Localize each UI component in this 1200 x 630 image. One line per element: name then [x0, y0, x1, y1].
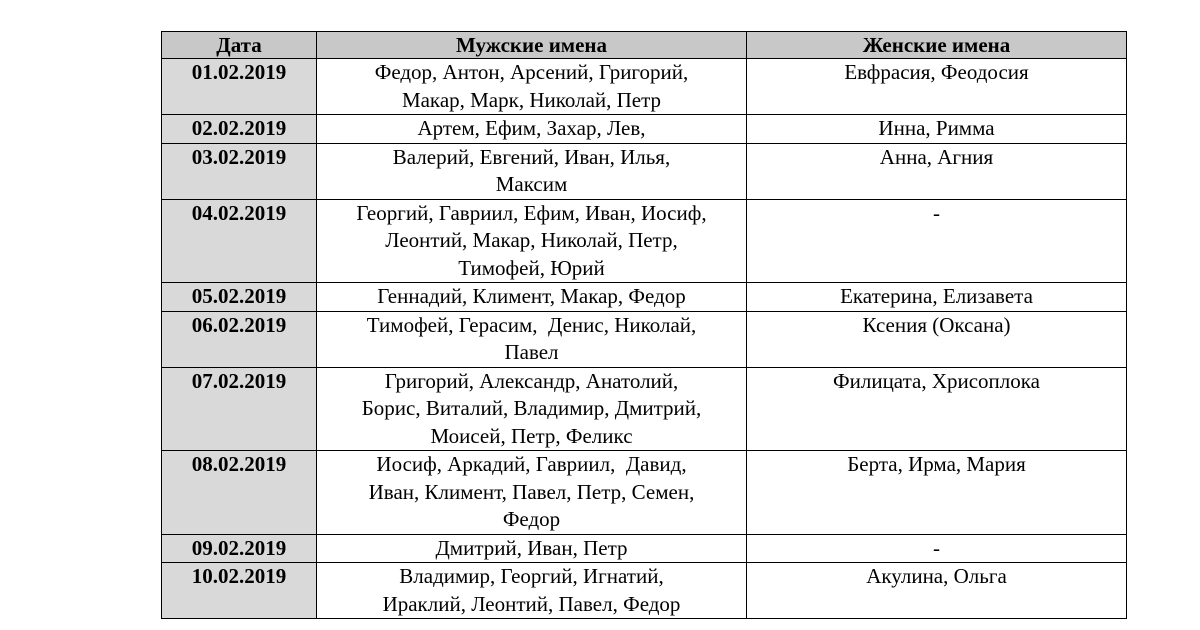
male-names-line: Леонтий, Макар, Николай, Петр, [385, 228, 678, 252]
male-names-line: Геннадий, Климент, Макар, Федор [377, 284, 686, 308]
male-names-cell [317, 451, 747, 535]
date-cell: 06.02.2019 [162, 311, 317, 367]
date-cell: 04.02.2019 [162, 199, 317, 283]
male-names-line: Артем, Ефим, Захар, Лев, [417, 116, 646, 140]
male-names-cell [317, 563, 747, 619]
female-names-cell: Евфрасия, Феодосия [747, 59, 1127, 115]
table-row [162, 115, 1127, 144]
female-names-cell: Анна, Агния [747, 143, 1127, 199]
date-cell: 05.02.2019 [162, 283, 317, 312]
female-names-cell: Инна, Римма [747, 115, 1127, 144]
date-cell: 03.02.2019 [162, 143, 317, 199]
female-names-cell: Филицата, Хрисоплока [747, 367, 1127, 451]
female-names-cell: Екатерина, Елизавета [747, 283, 1127, 312]
female-names-cell: - [747, 199, 1127, 283]
male-names-cell [317, 283, 747, 312]
male-names-cell [317, 199, 747, 283]
date-cell: 01.02.2019 [162, 59, 317, 115]
male-names-line: Владимир, Георгий, Игнатий, [399, 564, 664, 588]
male-names-line: Павел [504, 340, 559, 364]
date-cell: 08.02.2019 [162, 451, 317, 535]
table-row [162, 563, 1127, 619]
date-cell: 10.02.2019 [162, 563, 317, 619]
table-row [162, 451, 1127, 535]
male-names-line: Федор, Антон, Арсений, Григорий, [374, 60, 689, 84]
male-names-line: Тимофей, Герасим, Денис, Николай, [366, 312, 697, 337]
male-names-cell [317, 311, 747, 367]
male-names-line: Ираклий, Леонтий, Павел, Федор [382, 591, 681, 616]
table-row [162, 283, 1127, 312]
table-header-row [162, 32, 1127, 59]
male-names-line: Максим [495, 172, 568, 196]
male-names-line: Валерий, Евгений, Иван, Илья, [392, 144, 671, 169]
female-names-cell: Ксения (Оксана) [747, 311, 1127, 367]
date-cell: 07.02.2019 [162, 367, 317, 451]
male-names-cell [317, 367, 747, 451]
male-names-line: Тимофей, Юрий [458, 255, 605, 280]
male-names-line: Дмитрий, Иван, Петр [435, 535, 628, 560]
header-male-names: Мужские имена [317, 32, 747, 59]
table-row [162, 59, 1127, 115]
female-names-cell: Акулина, Ольга [747, 563, 1127, 619]
date-cell: 02.02.2019 [162, 115, 317, 144]
table-row [162, 199, 1127, 283]
table-row [162, 143, 1127, 199]
date-cell: 09.02.2019 [162, 534, 317, 563]
male-names-cell [317, 59, 747, 115]
male-names-line: Борис, Виталий, Владимир, Дмитрий, [361, 396, 702, 420]
male-names-line: Иван, Климент, Павел, Петр, Семен, [368, 479, 695, 504]
male-names-line: Григорий, Александр, Анатолий, [384, 368, 679, 393]
female-names-cell: - [747, 534, 1127, 563]
table-row [162, 534, 1127, 563]
table-row [162, 311, 1127, 367]
female-names-cell: Берта, Ирма, Мария [747, 451, 1127, 535]
header-female-names: Женские имена [747, 32, 1127, 59]
table-row [162, 367, 1127, 451]
male-names-cell [317, 115, 747, 144]
male-names-cell [317, 143, 747, 199]
male-names-line: Иосиф, Аркадий, Гавриил, Давид, [376, 452, 687, 476]
male-names-line: Моисей, Петр, Феликс [430, 423, 633, 448]
male-names-line: Георгий, Гавриил, Ефим, Иван, Иосиф, [356, 200, 707, 225]
table-body [162, 59, 1127, 619]
header-date: Дата [162, 32, 317, 59]
male-names-line: Федор [502, 507, 561, 531]
male-names-cell [317, 534, 747, 563]
names-table [161, 31, 1127, 619]
male-names-line: Макар, Марк, Николай, Петр [401, 87, 662, 112]
